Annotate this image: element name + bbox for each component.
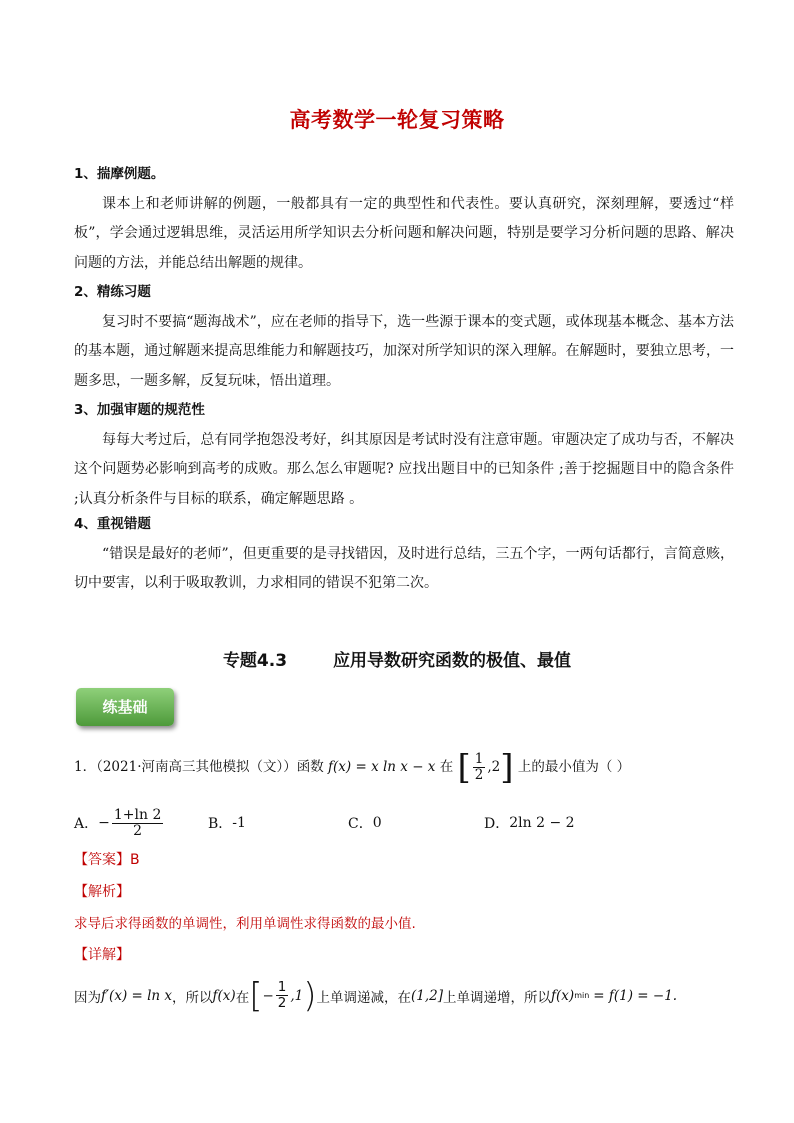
topic-title: [0, 646, 794, 671]
option-b[interactable]: B． -1: [208, 815, 246, 832]
strategy-body: 每每大考过后，总有同学抱怨没考好，纠其原因是考试时没有注意审题。审题决定了成功与否，不解决这个问题势必影响到高考的成败。那么怎么审题呢? 应找出题目中的已知条件 ;善于挖掘题目中的隐含条件 ;认真分析条件与目标的联系，确定解题思路 。: [74, 431, 734, 507]
practice-basics-button[interactable]: 练基础: [76, 688, 174, 726]
strategy-body: “错误是最好的老师”，但更重要的是寻找错因，及时进行总结，三五个字，一两句话都行，言简意赅，切中要害，以利于吸取教训，力求相同的错误不犯第二次。: [74, 545, 734, 591]
detail-label: 【详解】: [74, 947, 130, 963]
derivative-expr: f′(x) = ln x: [101, 987, 173, 1004]
topic-name: 应用导数研究函数的极值、最值: [333, 651, 572, 671]
option-a[interactable]: A． − $\frac{1+\ln 2}{2}$: [74, 806, 162, 839]
strategy-heading: 3、加强审题的规范性: [74, 402, 205, 418]
question-in: 在: [439, 759, 454, 775]
page-title: 高考数学一轮复习策略: [289, 108, 505, 132]
analysis-text: 求导后求得函数的单调性，利用单调性求得函数的最小值.: [74, 916, 416, 932]
strategy-heading: 2、精练习题: [74, 284, 151, 300]
interval-right: ,2: [487, 759, 501, 775]
strategy-body: 课本上和老师讲解的例题，一般都具有一定的典型性和代表性。要认真研究，深刻理解，要透过“样板”，学会通过逻辑思维，灵活运用所学知识去分析问题和解决问题，特别是要学习分析问题的思路、解决问题的方法，并能总结出解题的规律。: [74, 195, 734, 271]
question-prefix: 1．（2021·河南高三其他模拟（文））函数: [74, 759, 324, 775]
topic-number: 专题4.3: [222, 651, 288, 671]
strategy-section-3: [74, 396, 734, 514]
analysis-label: 【解析】: [74, 884, 130, 900]
option-d[interactable]: D． 2ln 2 − 2: [484, 815, 575, 832]
strategy-heading: 4、重视错题: [74, 516, 151, 532]
question-function: f(x) = x ln x − x: [328, 759, 436, 775]
option-a-fraction: $\frac{1+\ln 2}{2}$: [113, 806, 162, 839]
question-1: 1．（2021·河南高三其他模拟（文））函数 f(x) = x ln x − x 在 [ $\frac{1}{2}$ ,2] 上的最小值为（ ）: [74, 747, 631, 788]
strategy-heading: 1、揣摩例题。: [74, 166, 165, 182]
strategy-section-2: [74, 278, 734, 396]
answer-label: 【答案】B: [74, 852, 140, 868]
detail-fraction: $\frac{1}{2}$: [277, 979, 287, 1011]
strategy-body: 复习时不要搞“题海战术”，应在老师的指导下，选一些源于课本的变式题，或体现基本概念、基本方法的基本题，通过解题来提高思维能力和解题技巧，加深对所学知识的深入理解。在解题时，要独立思考，一题多思，一题多解，反复玩味，悟出道理。: [74, 313, 734, 389]
answer-options: [74, 806, 734, 840]
interval-fraction: $\frac{1}{2}$: [474, 751, 484, 783]
strategy-section-4: [74, 510, 734, 599]
detail-text: 因为 f′(x) = ln x ，所以 f(x) 在 [ − $\frac{1}{2}$ ,1 ) 上单调递减，在 (1,2] 上单调递增，所以 f(x) min = f(1) = −1.: [74, 975, 678, 1016]
strategy-section-1: [74, 160, 734, 278]
question-suffix: 上的最小值为（ ）: [517, 759, 631, 775]
option-c[interactable]: C． 0: [348, 815, 382, 832]
